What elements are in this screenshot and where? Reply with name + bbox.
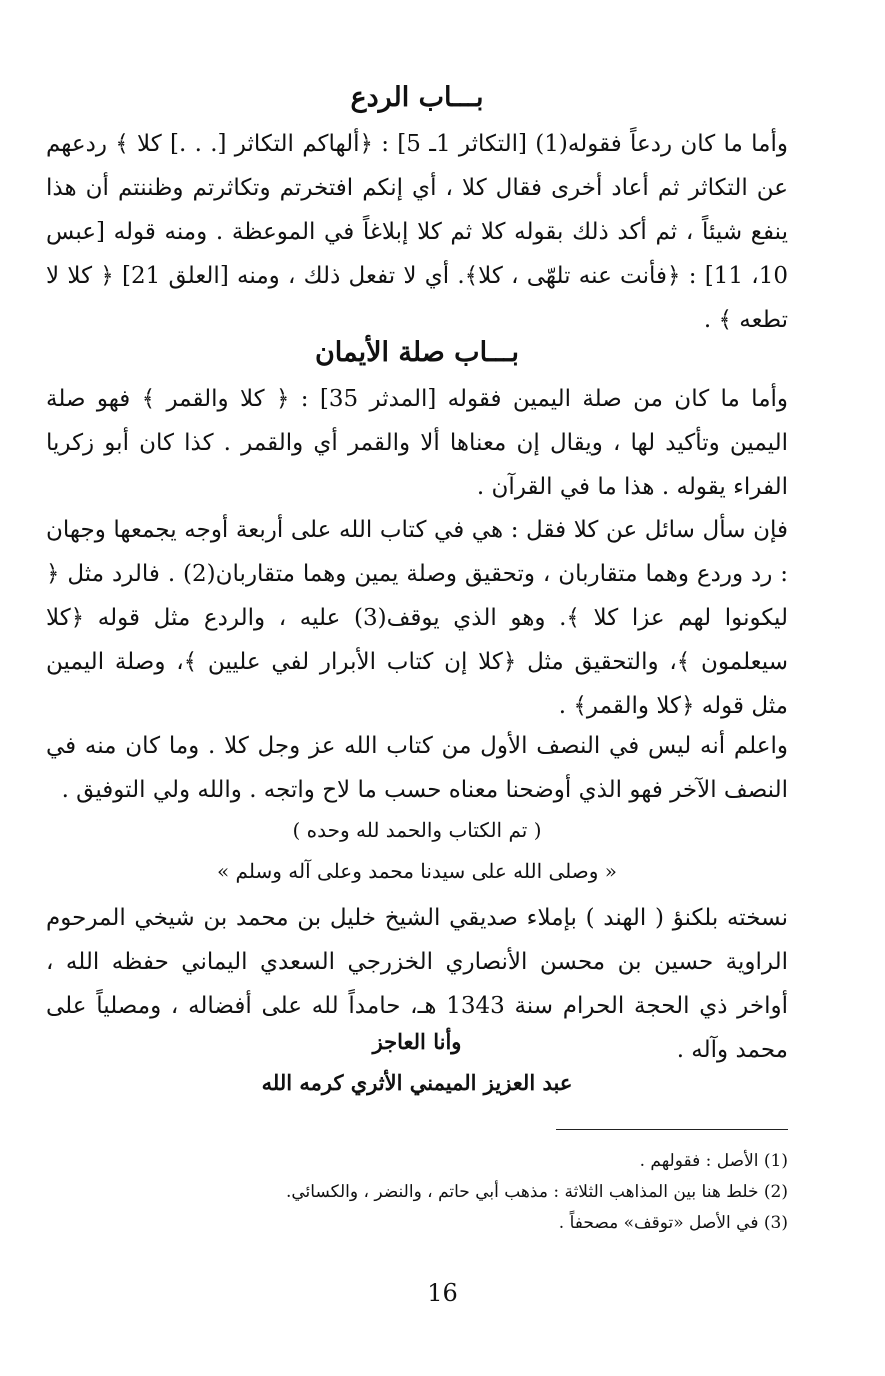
paragraph-radaa: وأما ما كان ردعاً فقوله(1) [التكاثر 1ـ 5] : ﴿ألهاكم التكاثر [. . .] كلا ﴾ ردعهم عن التكاثر ثم أعاد أخرى فقال كلا ، أي إنكم افتخرتم وتكاثرتم وظننتم أن هذا ينفع شيئاً ، ثم أكد ذلك بقوله كلا ثم كلا إبلاغاً في الموعظة . ومنه قوله [عبس 10، 11] : ﴿فأنت عنه تلهّى ، كلا﴾. أي لا تفعل ذلك ، ومنه [العلق 21] ﴿ كلا لا تطعه ﴾ . bbox=[46, 131, 788, 333]
signature-intro: وأنا العاجز bbox=[372, 1029, 462, 1054]
colophon-paragraph: نسخته بلكنؤ ( الهند ) بإملاء صديقي الشيخ خليل بن محمد بن شيخي المرحوم الراوية حسين بن محسن الأنصاري الخزرجي السعدي اليماني حفظه الله ، أواخر ذي الحجة الحرام سنة 1343 هـ، حامداً لله على أفضاله ، ومصلياً على محمد وآله . bbox=[46, 905, 788, 1063]
signature-name: عبد العزيز الميمني الأثري كرمه الله bbox=[261, 1070, 573, 1095]
footnote-divider bbox=[556, 1129, 788, 1130]
paragraph-closing-note: واعلم أنه ليس في النصف الأول من كتاب الله عز وجل كلا . وما كان منه في النصف الآخر فهو الذي أوضحنا معناه حسب ما لاح واتجه . والله ولي التوفيق . bbox=[46, 733, 788, 803]
footnote-1: (1) الأصل : فقولهم . bbox=[639, 1151, 788, 1171]
footnote-2: (2) خلط هنا بين المذاهب الثلاثة : مذهب أبي حاتم ، والنضر ، والكسائي. bbox=[285, 1182, 788, 1202]
chapter-heading-radaa: بـــاب الردع bbox=[350, 82, 484, 113]
paragraph-silat-al-yamin: وأما ما كان من صلة اليمين فقوله [المدثر 35] : ﴿ كلا والقمر ﴾ فهو صلة اليمين وتأكيد لها ، ويقال إن معناها ألا والقمر أي والقمر . كذا كان أبو زكريا الفراء يقوله . هذا ما في القرآن . bbox=[46, 386, 789, 500]
paragraph-kalla-faces: فإن سأل سائل عن كلا فقل : هي في كتاب الله على أربعة أوجه يجمعها وجهان : رد وردع وهما متقاربان ، وتحقيق وصلة يمين وهما متقاربان(2) . فالرد مثل ﴿ ليكونوا لهم عزا كلا ﴾. وهو الذي يوقف(3) عليه ، والردع مثل قوله ﴿كلا سيعلمون ﴾، والتحقيق مثل ﴿كلا إن كتاب الأبرار لفي عليين ﴾، وصلة اليمين مثل قوله ﴿كلا والقمر﴾ . bbox=[46, 517, 788, 719]
colophon-blessing-line: « وصلى الله على سيدنا محمد وعلى آله وسلم » bbox=[216, 859, 618, 883]
colophon-end-line: ( تم الكتاب والحمد لله وحده ) bbox=[292, 818, 542, 842]
footnote-3: (3) في الأصل «توقف» مصحفاً . bbox=[558, 1213, 788, 1233]
page-number: 16 bbox=[427, 1279, 458, 1307]
chapter-heading-silat-al-aymaan: بـــاب صلة الأيمان bbox=[314, 337, 520, 368]
